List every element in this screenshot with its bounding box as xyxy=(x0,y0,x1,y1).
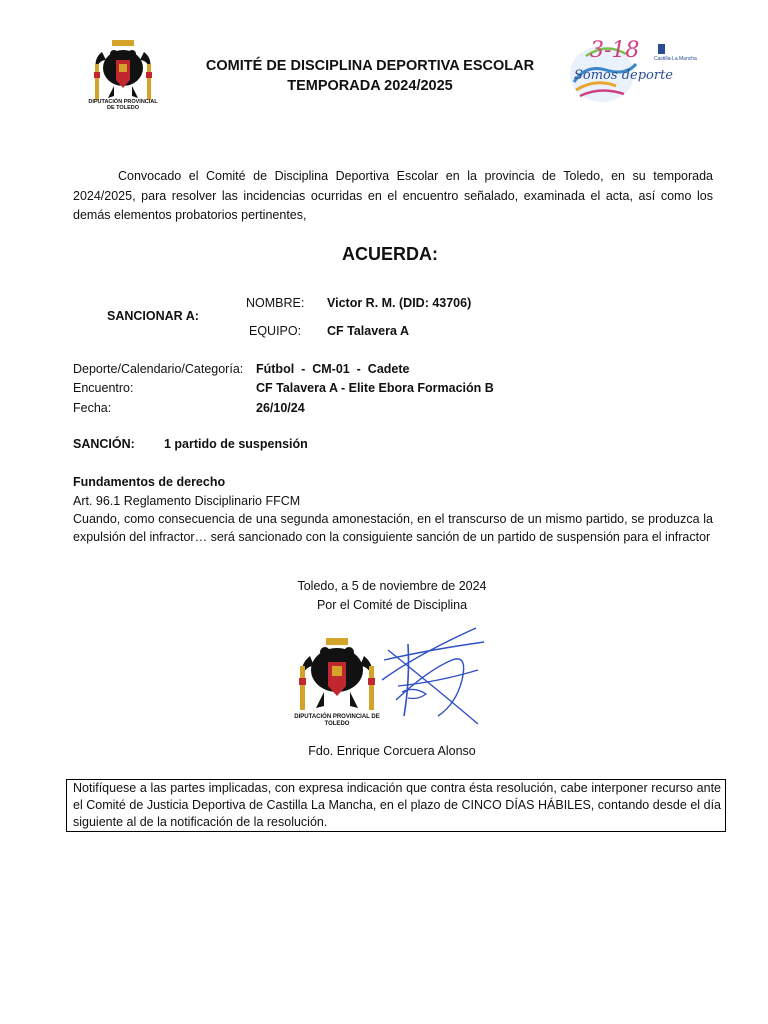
right-logo-sub: Castilla-La Mancha xyxy=(654,56,697,62)
left-logo-caption: DIPUTACIÓN PROVINCIAL DE TOLEDO xyxy=(88,99,158,111)
document-title: COMITÉ DE DISCIPLINA DEPORTIVA ESCOLAR xyxy=(205,58,535,74)
sport-value: Fútbol - CM-01 - Cadete xyxy=(256,362,410,376)
date-label: Fecha: xyxy=(73,401,112,415)
team-value: CF Talavera A xyxy=(327,324,409,338)
committee-signature-line: Por el Comité de Disciplina xyxy=(316,598,468,612)
legal-text: Cuando, como consecuencia de una segunda amonestación, en el transcurso de un mismo partido, se produzca la expulsión del infractor… será sancionado con la consiguiente sanción de un partido de suspensión para el infractor xyxy=(73,512,713,544)
signatory-name: Fdo. Enrique Corcuera Alonso xyxy=(308,744,476,758)
date-value: 26/10/24 xyxy=(256,401,305,415)
sport-label: Deporte/Calendario/Categoría: xyxy=(73,362,244,376)
sanction-label: SANCIÓN: xyxy=(73,437,135,451)
somos-deporte-logo xyxy=(566,34,706,110)
intro-paragraph xyxy=(73,167,713,226)
intro-text: Convocado el Comité de Disciplina Deportiva Escolar en la provincia de Toledo, en su temporada 2024/2025, para resolver las incidencias ocurridas en el encuentro señalado, examinada el acta, así como los demás elementos probatorios pertinentes, xyxy=(73,169,713,222)
resolution-heading: ACUERDA: xyxy=(342,244,438,264)
legal-article: Art. 96.1 Reglamento Disciplinario FFCM xyxy=(73,494,301,508)
right-logo-text: Somos deporte xyxy=(574,68,673,83)
sanction-value: 1 partido de suspensión xyxy=(164,437,308,451)
sanction-target-label: SANCIONAR A: xyxy=(107,309,199,323)
name-label: NOMBRE: xyxy=(246,296,305,310)
place-date: Toledo, a 5 de noviembre de 2024 xyxy=(297,579,487,593)
notification-box: Notifíquese a las partes implicadas, con expresa indicación que contra ésta resolución, cabe interponer recurso ante el Comité de Justicia Deportiva de Castilla La Mancha, en el plazo de CINCO DÍAS HÁBILES, contando desde el día siguiente al de la notificación de la resolución. xyxy=(66,779,726,832)
handwritten-signature xyxy=(378,620,490,732)
legal-heading: Fundamentos de derecho xyxy=(73,475,226,489)
team-label: EQUIPO: xyxy=(249,324,302,338)
document-season: TEMPORADA 2024/2025 xyxy=(287,78,453,94)
name-value: Victor R. M. (DID: 43706) xyxy=(327,296,472,310)
right-logo-number: 3-18 xyxy=(590,38,640,63)
match-label: Encuentro: xyxy=(73,381,134,395)
seal-caption: DIPUTACIÓN PROVINCIAL DE TOLEDO xyxy=(294,714,380,727)
match-value: CF Talavera A - Elite Ebora Formación B xyxy=(256,381,494,395)
